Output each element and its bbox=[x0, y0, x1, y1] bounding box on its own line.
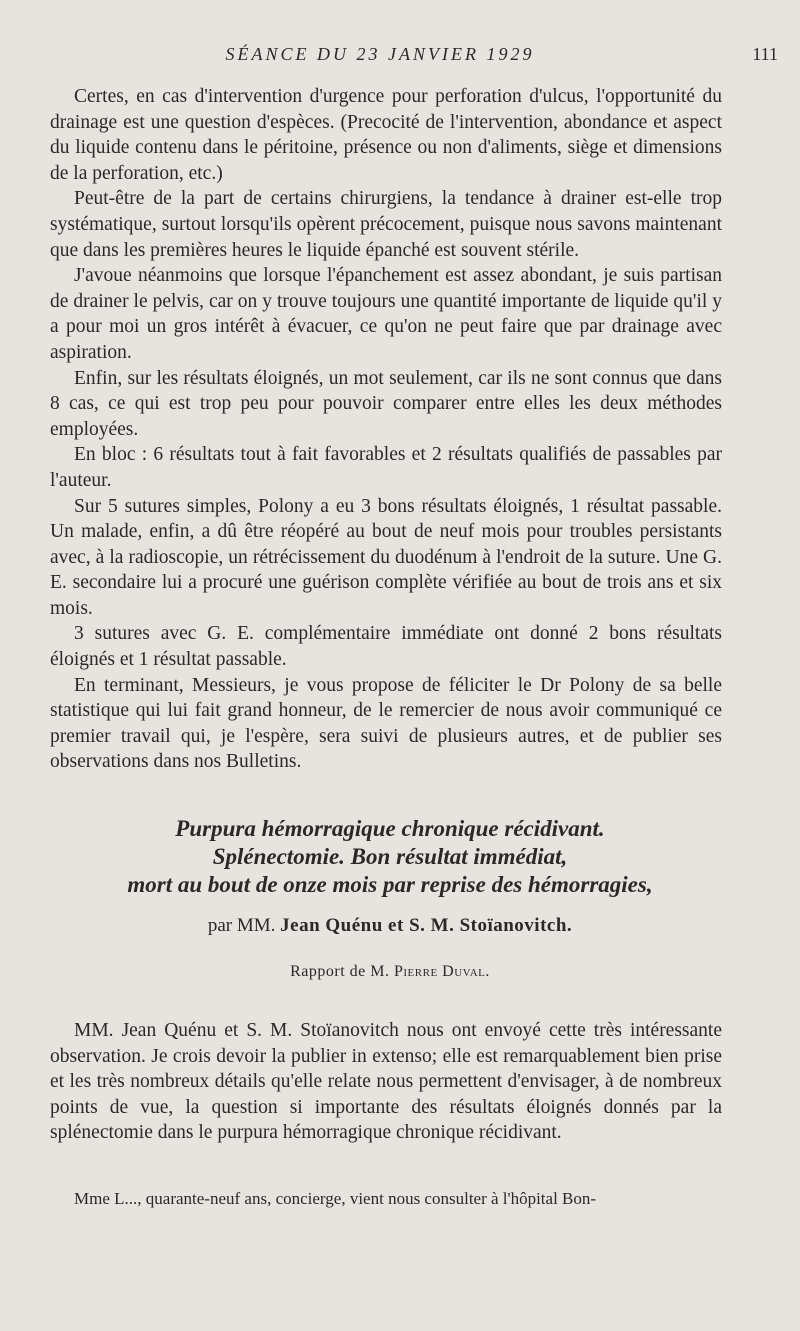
running-title: SÉANCE DU 23 JANVIER 1929 bbox=[225, 44, 535, 64]
case-observation bbox=[50, 1188, 722, 1210]
page-number: 111 bbox=[752, 44, 778, 64]
paragraph: Peut-être de la part de certains chirurgiens, la tendance à drainer est-elle trop systématique, surtout lorsqu'ils opèrent précocement, puisque nous savons maintenant que dans les premières heures le liquide épanché est souvent stérile. bbox=[50, 188, 722, 261]
paragraph: MM. Jean Quénu et S. M. Stoïanovitch nous ont envoyé cette très intéressante observation. Je crois devoir la publier in extenso; elle est remarquablement bien prise et les très nombreux détails qu'elle relate nous permettent d'envisager, à de nombreux points de vue, la question si importante des résultats éloignés donnés par la splénectomie dans le purpura hémorragique chronique récidivant. bbox=[50, 1020, 722, 1144]
article-title-line: Purpura hémorragique chronique récidivant. bbox=[175, 816, 605, 841]
paragraph: 3 sutures avec G. E. complémentaire immédiate ont donné 2 bons résultats éloignés et 1 résultat passable. bbox=[50, 623, 722, 671]
article-title-line: mort au bout de onze mois par reprise des hémorragies, bbox=[127, 872, 653, 897]
authors-prefix: par MM. bbox=[207, 915, 276, 936]
paragraph: Enfin, sur les résultats éloignés, un mot seulement, car ils ne sont connus que dans 8 cas, ce qui est trop peu pour pouvoir comparer entre elles les deux méthodes employées. bbox=[50, 367, 722, 440]
article-body bbox=[50, 1018, 722, 1146]
authors-names: Jean Quénu et S. M. Stoïanovitch. bbox=[280, 915, 573, 936]
paragraph: Certes, en cas d'intervention d'urgence pour perforation d'ulcus, l'opportunité du drainage est une question d'espèces. (Precocité de l'intervention, abondance et aspect du liquide contenu dans le péritoine, présence ou non d'aliments, siège et dimensions de la perforation, etc.) bbox=[50, 86, 722, 184]
case-paragraph: Mme L..., quarante-neuf ans, concierge, vient nous consulter à l'hôpital Bon- bbox=[74, 1189, 597, 1208]
report-author: Pierre Duval. bbox=[394, 963, 490, 980]
paragraph: J'avoue néanmoins que lorsque l'épanchement est assez abondant, je suis partisan de drainer le pelvis, car on y trouve toujours une quantité importante de liquide qu'il y a pour moi un gros intérêt à évacuer, ce qu'on ne peut faire que par drainage avec aspiration. bbox=[50, 265, 722, 363]
paragraph: En terminant, Messieurs, je vous propose de féliciter le Dr Polony de sa belle statistique qui lui fait grand honneur, de le remercier de nous avoir communiqué ce premier travail qui, je l'espère, sera suivi de plusieurs autres, et de publier ses observations dans nos Bulletins. bbox=[50, 674, 722, 773]
article-title-line: Splénectomie. Bon résultat immédiat, bbox=[212, 844, 568, 869]
paragraph: Sur 5 sutures simples, Polony a eu 3 bons résultats éloignés, 1 résultat passable. Un malade, enfin, a dû être réopéré au bout de neuf mois pour troubles persistants avec, à la radioscopie, un rétrécissement du duodénum à l'endroit de la suture. Une G. E. secondaire lui a procuré une guérison complète vérifiée au bout de trois ans et six mois. bbox=[50, 495, 722, 619]
article-title bbox=[40, 815, 740, 899]
report-byline bbox=[40, 963, 740, 981]
report-prefix: Rapport de M. bbox=[290, 963, 390, 980]
running-head bbox=[0, 40, 800, 70]
paragraph: En bloc : 6 résultats tout à fait favorables et 2 résultats qualifiés de passables par l'auteur. bbox=[50, 444, 722, 491]
report-body bbox=[50, 84, 722, 775]
article-authors bbox=[40, 915, 740, 937]
